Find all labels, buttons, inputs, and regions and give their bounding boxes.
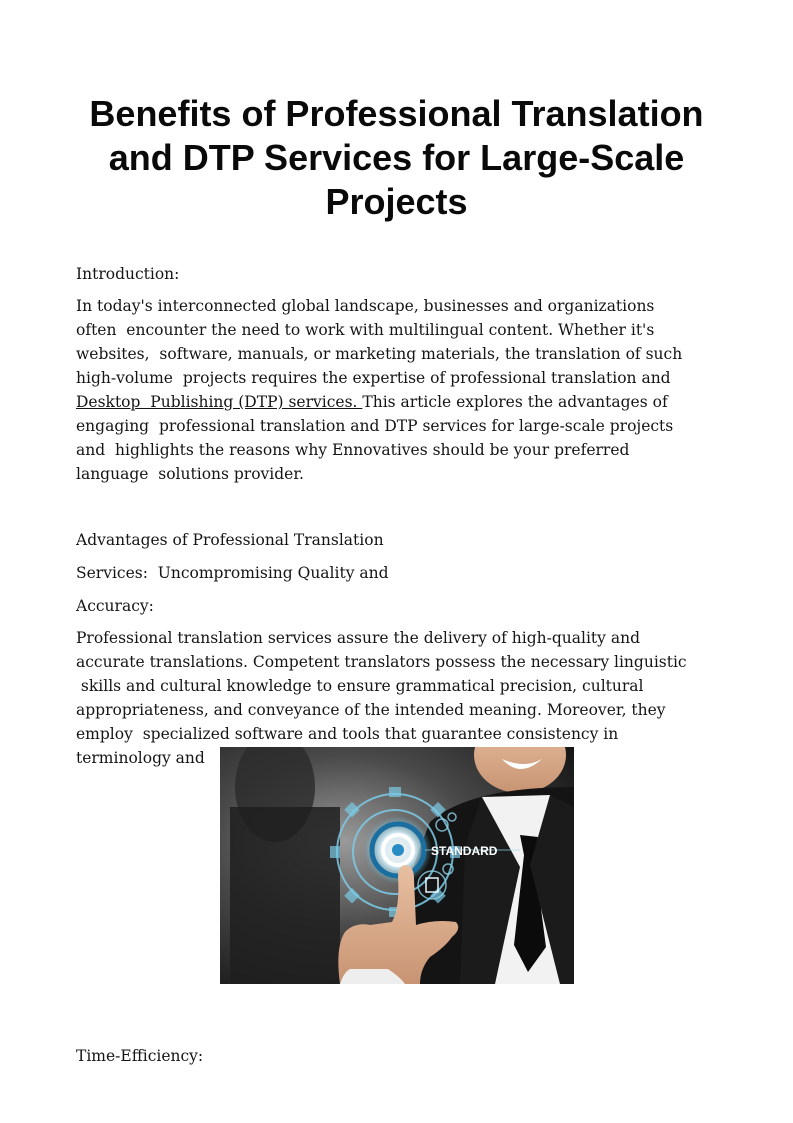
intro-line-8: language solutions provider. — [76, 465, 304, 483]
intro-line-5 — [76, 390, 668, 414]
quality-line-1: Professional translation services assure the delivery of high-quality and — [76, 629, 640, 647]
standard-concept-photo — [220, 747, 574, 984]
intro-line-3: websites, software, manuals, or marketing materials, the translation of such — [76, 345, 683, 363]
quality-line-2: accurate translations. Competent translators possess the necessary linguistic — [76, 653, 687, 671]
intro-heading: Introduction: — [76, 265, 180, 283]
intro-line-5-text: This article explores the advantages of — [362, 393, 668, 411]
quality-line-6: terminology and — [76, 749, 215, 767]
standard-label: STANDARD — [431, 844, 498, 858]
intro-line-6: engaging professional translation and DTP services for large-scale projects — [76, 417, 674, 435]
intro-line-7: and highlights the reasons why Ennovatives should be your preferred — [76, 441, 630, 459]
section-heading-line-2: Services: Uncompromising Quality and — [76, 564, 389, 582]
quality-line-5: employ specialized software and tools that guarantee consistency in — [76, 725, 619, 743]
dtp-services-link[interactable]: Desktop Publishing (DTP) services. — [76, 393, 363, 411]
time-efficiency-heading: Time-Efficiency: — [76, 1047, 204, 1065]
quality-line-4: appropriateness, and conveyance of the intended meaning. Moreover, they — [76, 701, 666, 719]
intro-line-4: high-volume projects requires the expertise of professional translation and — [76, 369, 671, 387]
section-heading-line-3: Accuracy: — [76, 597, 154, 615]
intro-line-1: In today's interconnected global landscape, businesses and organizations — [76, 297, 655, 315]
quality-line-3: skills and cultural knowledge to ensure grammatical precision, cultural — [76, 677, 644, 695]
section-heading-line-1: Advantages of Professional Translation — [76, 531, 384, 549]
document-title: Benefits of Professional Translation and DTP Services for Large-Scale Projects — [89, 93, 704, 222]
intro-line-2: often encounter the need to work with multilingual content. Whether it's — [76, 321, 655, 339]
